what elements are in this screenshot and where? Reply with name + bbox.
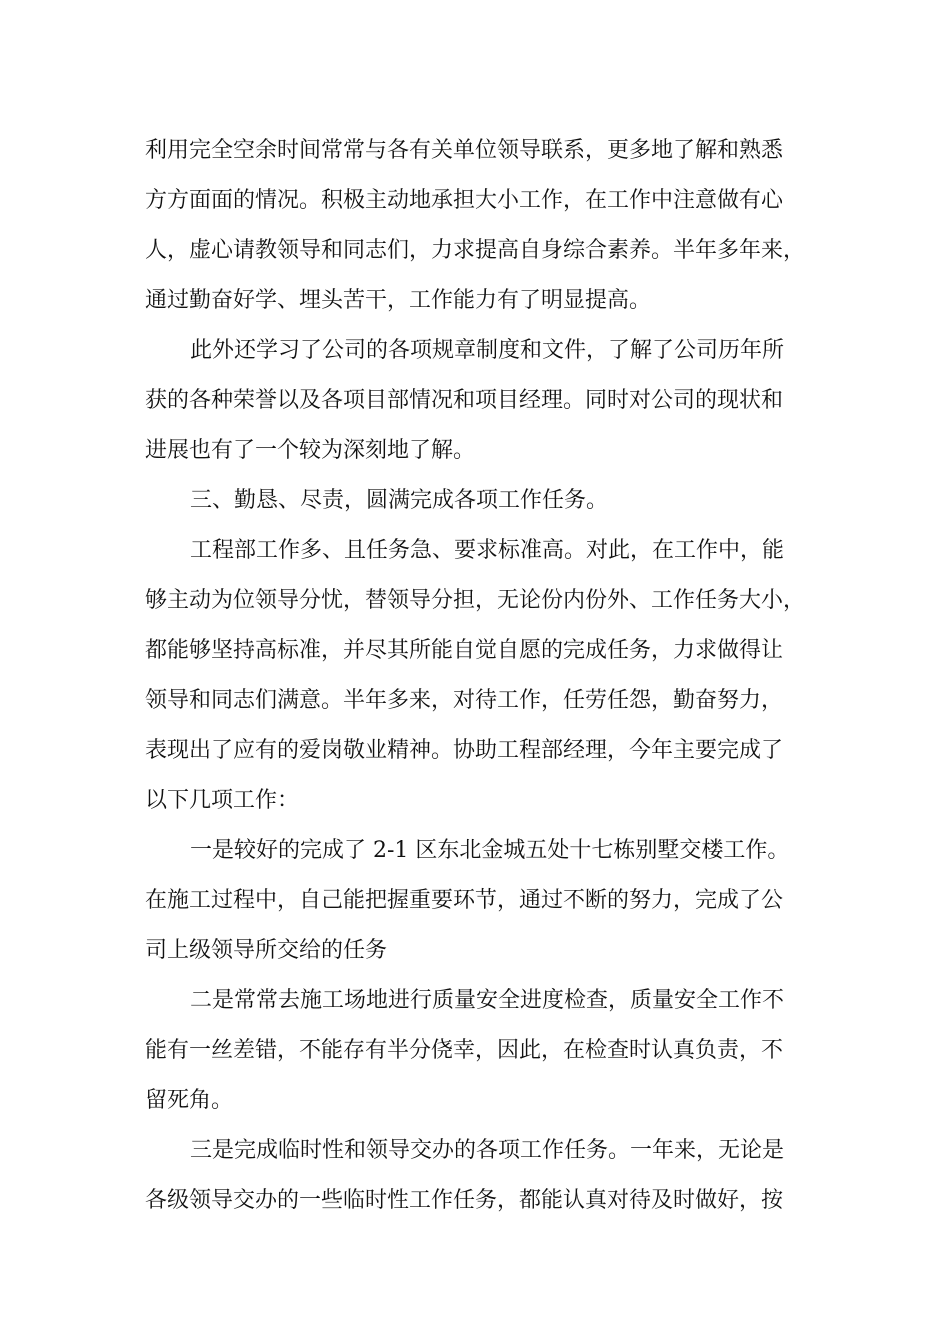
text-line: 通过勤奋好学、埋头苦干，工作能力有了明显提高。 [145, 288, 652, 313]
paragraph-first-line: 三是完成临时性和领导交办的各项工作任务。一年来，无论是 [190, 1138, 785, 1163]
paragraph-first-line: 工程部工作多、且任务急、要求标准高。对此，在工作中，能 [190, 538, 785, 563]
section-heading: 三、勤恳、尽责，圆满完成各项工作任务。 [190, 488, 609, 513]
text-line: 获的各种荣誉以及各项目部情况和项目经理。同时对公司的现状和 [145, 388, 784, 413]
text-line: 留死角。 [145, 1088, 234, 1113]
text-line: 方方面面的情况。积极主动地承担大小工作，在工作中注意做有心 [145, 188, 784, 213]
text-line: 以下几项工作： [145, 788, 300, 813]
text-line: 都能够坚持高标准，并尽其所能自觉自愿的完成任务，力求做得让 [145, 638, 784, 663]
text-line: 利用完全空余时间常常与各有关单位领导联系，更多地了解和熟悉 [145, 138, 784, 163]
text-line: 领导和同志们满意。半年多来，对待工作，任劳任怨，勤奋努力， [145, 688, 784, 713]
paragraph-first-line: 一是较好的完成了 2-1 区东北金城五处十七栋别墅交楼工作。 [190, 838, 790, 863]
text-line: 各级领导交办的一些临时性工作任务，都能认真对待及时做好，按 [145, 1188, 784, 1213]
text-line: 在施工过程中，自己能把握重要环节，通过不断的努力，完成了公 [145, 888, 784, 913]
paragraph-first-line: 此外还学习了公司的各项规章制度和文件，了解了公司历年所 [190, 338, 785, 363]
paragraph-first-line: 二是常常去施工场地进行质量安全进度检查，质量安全工作不 [190, 988, 785, 1013]
text-line: 能有一丝差错，不能存有半分侥幸，因此，在检查时认真负责，不 [145, 1038, 784, 1063]
text-line: 人，虚心请教领导和同志们，力求提高自身综合素养。半年多年来， [145, 238, 806, 263]
text-line: 表现出了应有的爱岗敬业精神。协助工程部经理，今年主要完成了 [145, 738, 784, 763]
text-line: 够主动为位领导分忧，替领导分担，无论份内份外、工作任务大小， [145, 588, 806, 613]
text-line: 司上级领导所交给的任务 [145, 938, 388, 963]
text-line: 进展也有了一个较为深刻地了解。 [145, 438, 476, 463]
